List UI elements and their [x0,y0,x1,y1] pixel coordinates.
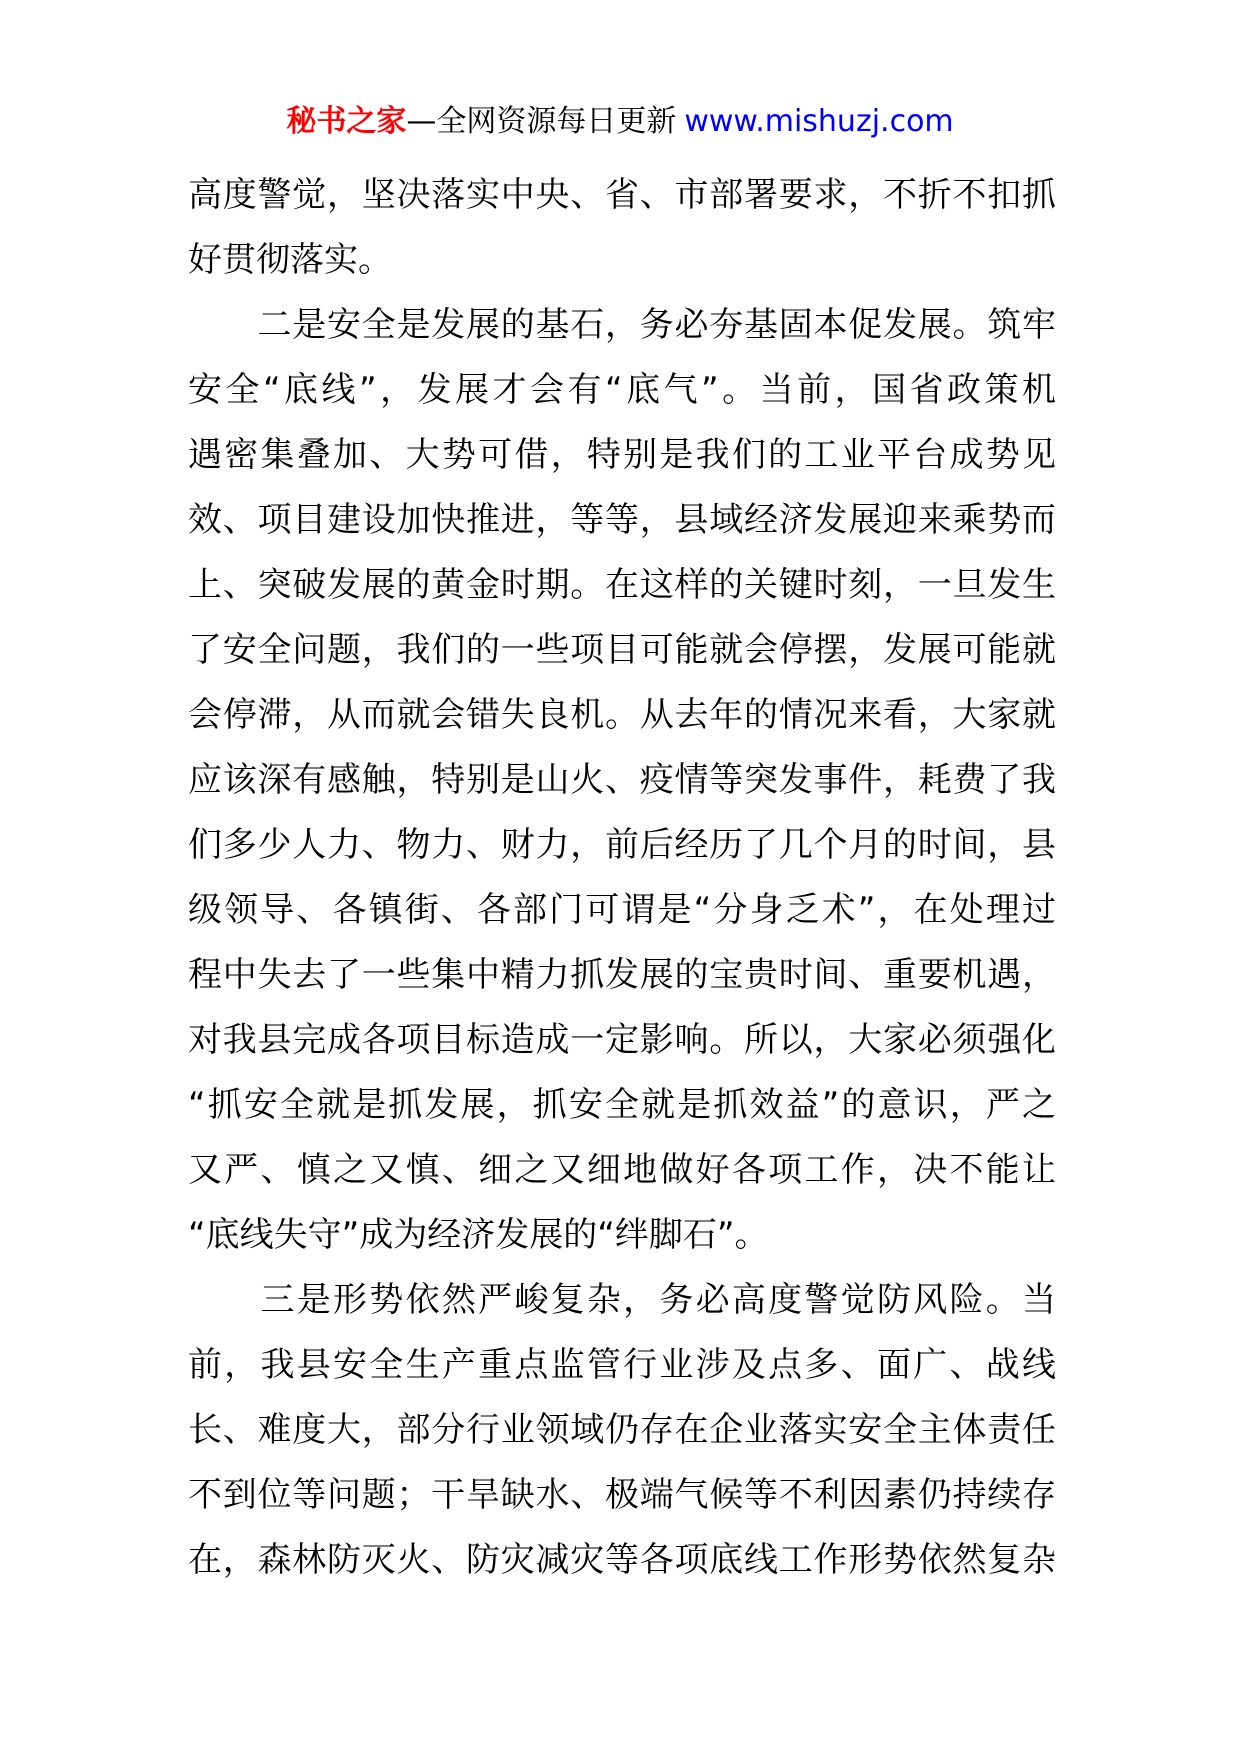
body-line: “底线失守”成为经济发展的“绊脚石”。 [188,1215,769,1255]
header-url[interactable]: www.mishuzj.com [684,104,954,139]
body-line: 应该深有感触，特别是山火、疫情等突发事件，耗费了我 [188,760,1056,800]
body-line: 三是形势依然严峻复杂，务必高度警觉防风险。当 [188,1280,1056,1320]
body-line: 高度警觉，坚决落实中央、省、市部署要求，不折不扣抓 [188,175,1056,215]
body-line: 效、项目建设加快推进，等等，县域经济发展迎来乘势而 [188,500,1056,540]
body-line: 对我县完成各项目标造成一定影响。所以，大家必须强化 [188,1020,1056,1060]
body-line: “抓安全就是抓发展，抓安全就是抓效益”的意识，严之 [188,1085,1056,1125]
body-line: 上、突破发展的黄金时期。在这样的关键时刻，一旦发生 [188,565,1056,605]
body-line: 好贯彻落实。 [188,240,392,280]
body-line: 们多少人力、物力、财力，前后经历了几个月的时间，县 [188,825,1056,865]
body-line: 程中失去了一些集中精力抓发展的宝贵时间、重要机遇， [188,955,1056,995]
body-line: 在，森林防灭火、防灾减灾等各项底线工作形势依然复杂 [188,1540,1056,1580]
body-line: 前，我县安全生产重点监管行业涉及点多、面广、战线 [188,1345,1056,1385]
body-line: 会停滞，从而就会错失良机。从去年的情况来看，大家就 [188,695,1056,735]
body-line: 二是安全是发展的基石，务必夯基固本促发展。筑牢 [188,305,1056,345]
body-line: 不到位等问题；干旱缺水、极端气候等不利因素仍持续存 [188,1475,1056,1515]
page-header [0,98,1240,146]
body-line: 又严、慎之又慎、细之又细地做好各项工作，决不能让 [188,1150,1056,1190]
body-line: 级领导、各镇街、各部门可谓是“分身乏术”，在处理过 [188,890,1056,930]
document-body [188,163,1056,1593]
header-tagline: —全网资源每日更新 [406,104,677,139]
body-line: 了安全问题，我们的一些项目可能就会停摆，发展可能就 [188,630,1056,670]
body-line: 长、难度大，部分行业领域仍存在企业落实安全主体责任 [188,1410,1056,1450]
body-line: 遇密集叠加、大势可借，特别是我们的工业平台成势见 [188,435,1056,475]
header-brand: 秘书之家 [286,104,407,139]
body-line: 安全“底线”，发展才会有“底气”。当前，国省政策机 [188,370,1056,410]
